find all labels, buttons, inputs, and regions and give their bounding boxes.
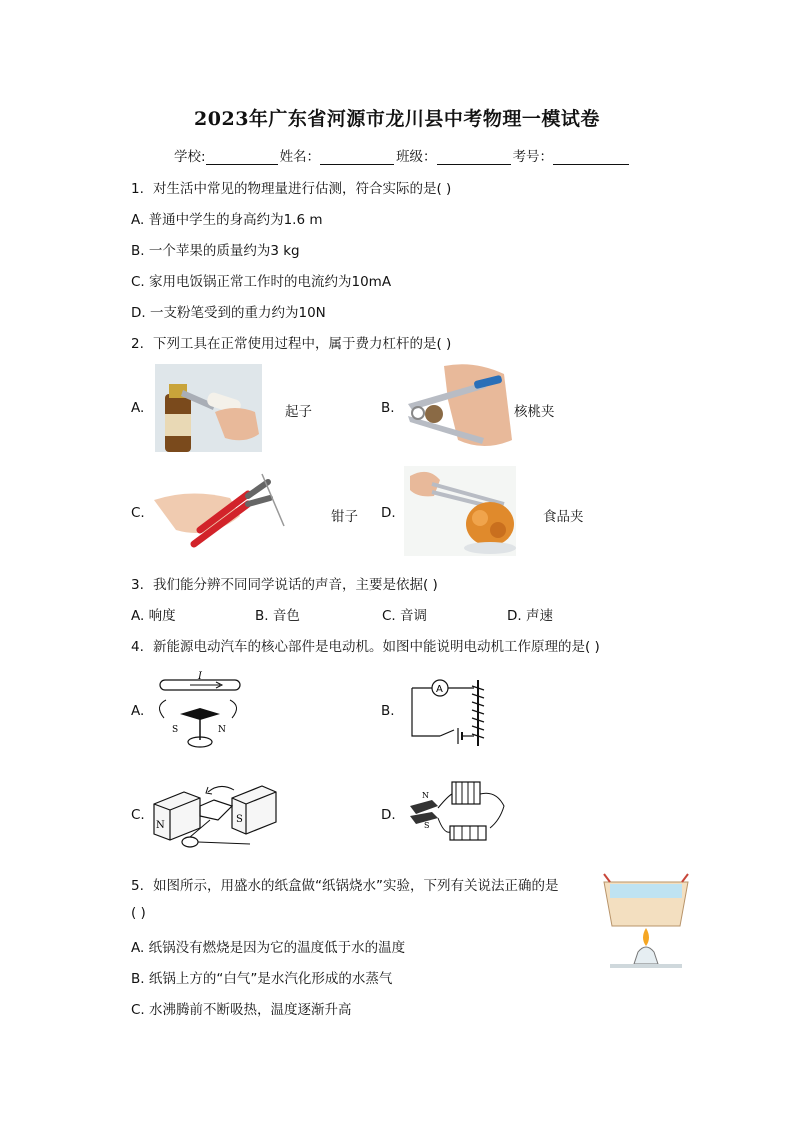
- generator-circuit-diagram[interactable]: [404, 776, 516, 848]
- device-south-label: S: [424, 821, 430, 830]
- q4-option-a-letter[interactable]: A.: [131, 703, 145, 719]
- exam-number-blank[interactable]: [553, 150, 629, 165]
- q3-option-d[interactable]: D. 声速: [507, 608, 553, 624]
- question-text: 对生活中常见的物理量进行估测，符合实际的是( ): [153, 181, 452, 197]
- student-info-line: [174, 145, 631, 165]
- paper-pot-boiling-image[interactable]: [600, 872, 692, 970]
- q3-options-row: [131, 604, 553, 624]
- question-number: 1.: [131, 181, 144, 197]
- q5-option-b[interactable]: B. 纸锅上方的“白气”是水汽化形成的水蒸气: [131, 971, 393, 987]
- q1-option-d[interactable]: D. 一支粉笔受到的重力约为10N: [131, 305, 326, 321]
- question-text: 如图所示，用盛水的纸盒做“纸锅烧水”实验，下列有关说法正确的是: [153, 878, 559, 894]
- q2-option-a-letter[interactable]: A.: [131, 400, 145, 416]
- q2-caption-c: 钳子: [331, 509, 358, 525]
- question-text: 新能源电动汽车的核心部件是电动机。如图中能说明电动机工作原理的是( ): [153, 639, 600, 655]
- q2-caption-d: 食品夹: [543, 509, 584, 525]
- q2-option-d-letter[interactable]: D.: [381, 505, 396, 521]
- electric-motor-diagram[interactable]: [150, 776, 278, 852]
- bottle-opener-image[interactable]: [155, 364, 262, 452]
- q4-option-d-letter[interactable]: D.: [381, 807, 396, 823]
- q3-option-a[interactable]: A. 响度: [131, 608, 176, 624]
- motor-north-label: N: [156, 820, 165, 831]
- q2-option-b-letter[interactable]: B.: [381, 400, 395, 416]
- exam-number-label: 考号：: [512, 149, 554, 165]
- q2-caption-b: 核桃夹: [514, 404, 555, 420]
- oersted-experiment-diagram[interactable]: [150, 670, 245, 755]
- school-label: 学校:: [174, 149, 206, 165]
- q4-option-b-letter[interactable]: B.: [381, 703, 395, 719]
- q3-option-c[interactable]: C. 音调: [382, 608, 428, 624]
- q3-option-b[interactable]: B. 音色: [255, 608, 300, 624]
- question-number: 2.: [131, 336, 144, 352]
- question-5-stem-continued: ( ): [131, 905, 146, 921]
- question-5-stem: [131, 874, 559, 894]
- device-north-label: N: [422, 791, 429, 800]
- north-label: N: [218, 725, 226, 735]
- question-4-stem: [131, 635, 600, 655]
- name-blank[interactable]: [320, 150, 394, 165]
- q4-option-c-letter[interactable]: C.: [131, 807, 145, 823]
- school-blank[interactable]: [206, 150, 278, 165]
- south-label: S: [172, 725, 179, 735]
- question-text: 下列工具在正常使用过程中，属于费力杠杆的是( ): [153, 336, 452, 352]
- exam-title: 2023年广东省河源市龙川县中考物理一模试卷: [194, 108, 600, 130]
- name-label: 姓名：: [279, 149, 321, 165]
- question-number: 5.: [131, 878, 144, 894]
- ammeter-label: A: [436, 684, 443, 695]
- pliers-image[interactable]: [150, 470, 288, 550]
- question-1-stem: [131, 177, 451, 197]
- current-label: I: [198, 671, 202, 682]
- question-2-stem: [131, 332, 451, 352]
- question-number: 4.: [131, 639, 144, 655]
- q5-option-a[interactable]: A. 纸锅没有燃烧是因为它的温度低于水的温度: [131, 940, 406, 956]
- q1-option-c[interactable]: C. 家用电饭锅正常工作时的电流约为10mA: [131, 274, 392, 290]
- class-label: 班级：: [396, 149, 437, 165]
- q5-option-c[interactable]: C. 水沸腾前不断吸热，温度逐渐升高: [131, 1002, 352, 1018]
- nutcracker-image[interactable]: [404, 360, 516, 452]
- q2-caption-a: 起子: [285, 404, 312, 420]
- question-number: 3.: [131, 577, 144, 593]
- q2-option-c-letter[interactable]: C.: [131, 505, 145, 521]
- motor-south-label: S: [236, 814, 243, 825]
- class-blank[interactable]: [437, 150, 511, 165]
- electromagnet-ammeter-diagram[interactable]: [404, 672, 494, 750]
- question-3-stem: [131, 573, 438, 593]
- question-text: 我们能分辨不同同学说话的声音，主要是依据( ): [153, 577, 438, 593]
- q1-option-b[interactable]: B. 一个苹果的质量约为3 kg: [131, 243, 300, 259]
- food-tongs-image[interactable]: [404, 466, 516, 556]
- q1-option-a[interactable]: A. 普通中学生的身高约为1.6 m: [131, 212, 323, 228]
